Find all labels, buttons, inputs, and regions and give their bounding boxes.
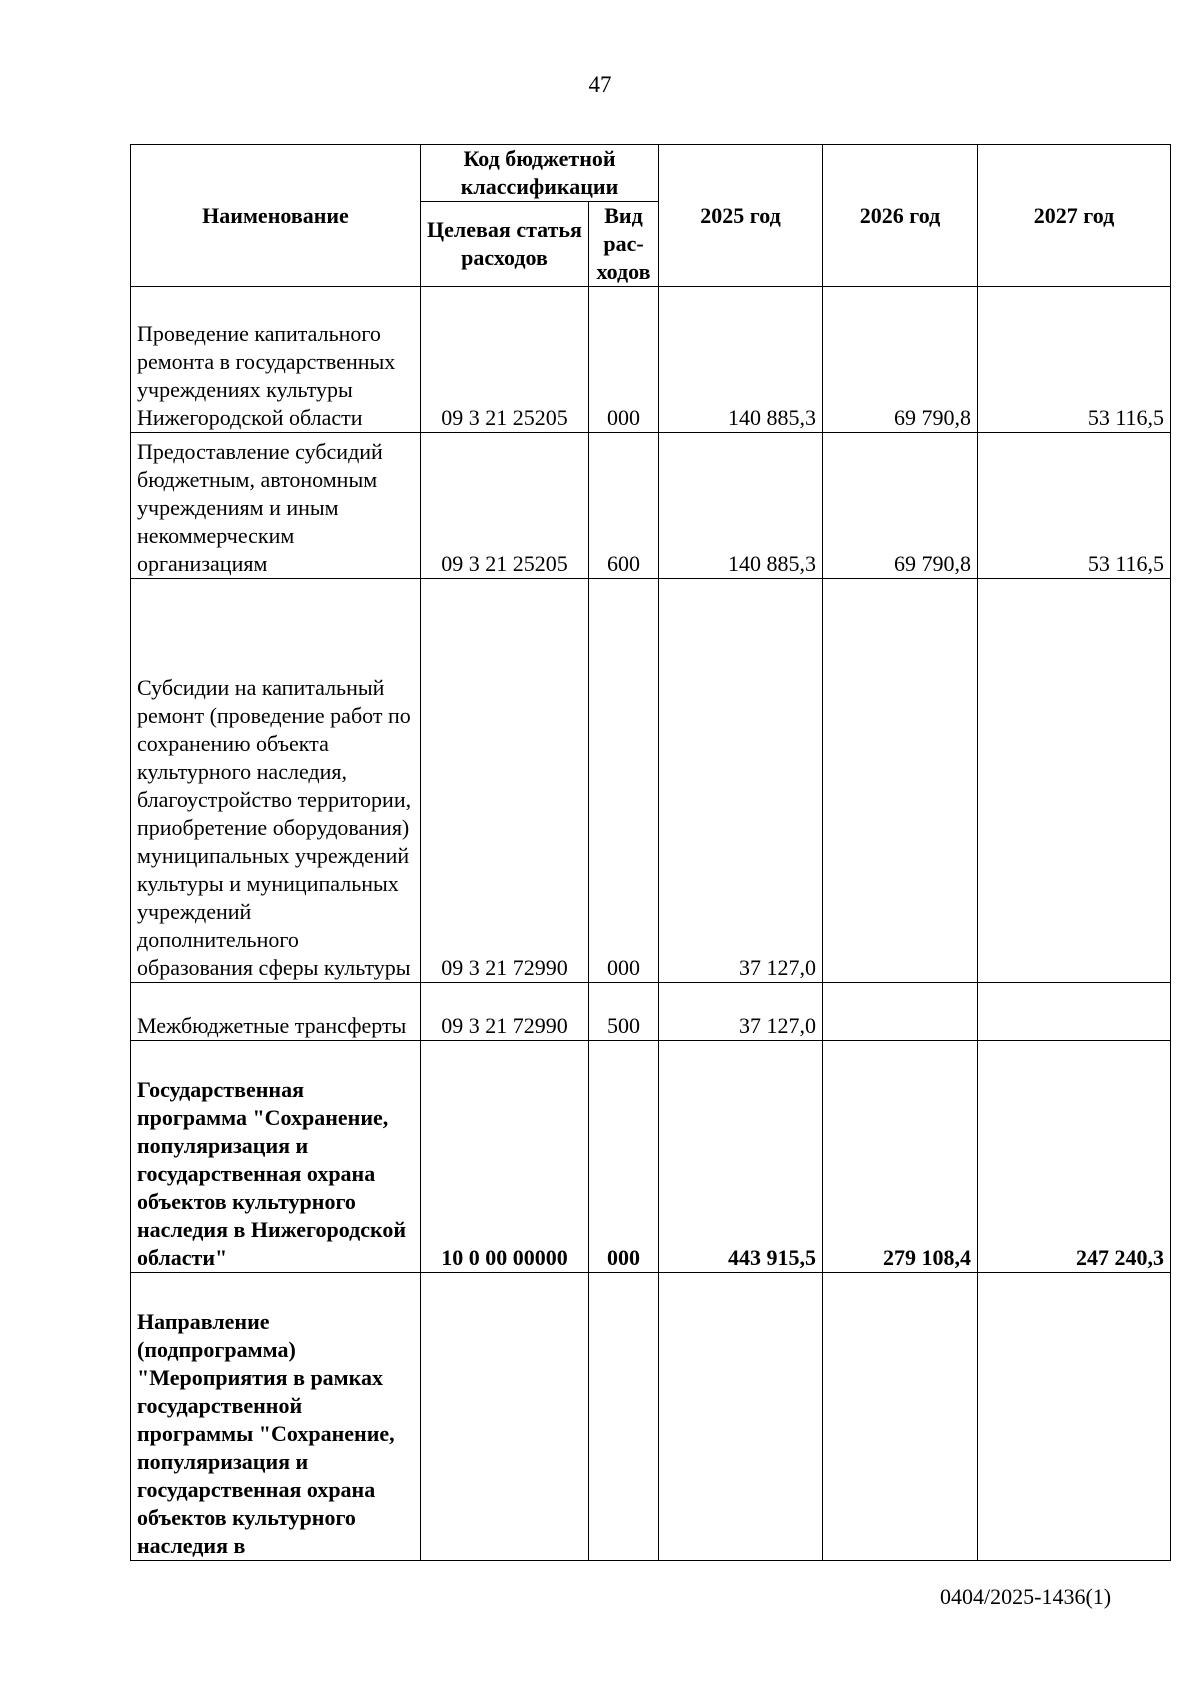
row-2027 [978, 579, 1171, 983]
row-name: Межбюджетные трансферты [131, 983, 421, 1041]
row-2025: 140 885,3 [659, 287, 823, 433]
table-row [131, 433, 1171, 579]
row-2025: 443 915,5 [659, 1041, 823, 1273]
row-2025: 37 127,0 [659, 983, 823, 1041]
row-name: Субсидии на капитальный ремонт (проведение работ по сохранению объекта культурного наследия, благоустройство территории, приобретение оборудования) муниципальных учреждений культуры и муниципальных учреждений дополнительного образования сферы культуры [131, 579, 421, 983]
row-expense-type: 000 [589, 287, 659, 433]
row-2025 [659, 1273, 823, 1561]
table-row [131, 287, 1171, 433]
page-number: 47 [588, 72, 612, 97]
row-2027 [978, 1273, 1171, 1561]
row-expense-type [589, 1273, 659, 1561]
header-target-article: Целевая статья расходов [421, 202, 589, 287]
row-2026 [823, 579, 978, 983]
row-2027 [978, 983, 1171, 1041]
row-target-article: 09 3 21 72990 [421, 983, 589, 1041]
row-2026 [823, 983, 978, 1041]
row-2026 [823, 1273, 978, 1561]
row-target-article [421, 1273, 589, 1561]
header-2027: 2027 год [978, 145, 1171, 287]
row-name: Государственная программа "Сохранение, популяризация и государственная охрана объектов культурного наследия в Нижегородской области" [131, 1041, 421, 1273]
row-target-article: 09 3 21 25205 [421, 287, 589, 433]
table-row [131, 579, 1171, 983]
row-target-article: 09 3 21 25205 [421, 433, 589, 579]
row-expense-type: 000 [589, 579, 659, 983]
table-row-subprogram [131, 1273, 1171, 1561]
row-name: Предоставление субсидий бюджетным, автономным учреждениям и иным некоммерческим организациям [131, 433, 421, 579]
row-2027: 53 116,5 [978, 287, 1171, 433]
header-2025: 2025 год [659, 145, 823, 287]
row-2025: 37 127,0 [659, 579, 823, 983]
row-target-article: 10 0 00 00000 [421, 1041, 589, 1273]
header-row [131, 145, 1171, 202]
row-name: Проведение капитального ремонта в государственных учреждениях культуры Нижегородской области [131, 287, 421, 433]
row-expense-type: 500 [589, 983, 659, 1041]
row-2026: 69 790,8 [823, 433, 978, 579]
row-2026: 69 790,8 [823, 287, 978, 433]
row-2027: 247 240,3 [978, 1041, 1171, 1273]
header-expense-type: Вид рас- ходов [589, 202, 659, 287]
header-code-group: Код бюджетной классификации [421, 145, 659, 202]
row-2027: 53 116,5 [978, 433, 1171, 579]
table-row [131, 983, 1171, 1041]
table-row-program [131, 1041, 1171, 1273]
budget-table [130, 144, 1171, 1561]
row-expense-type: 600 [589, 433, 659, 579]
row-name: Направление (подпрограмма) "Мероприятия в рамках государственной программы "Сохранение, популяризация и государственная охрана объектов культурного наследия в [131, 1273, 421, 1561]
row-2026: 279 108,4 [823, 1041, 978, 1273]
header-2026: 2026 год [823, 145, 978, 287]
header-name: Наименование [131, 145, 421, 287]
document-code: 0404/2025-1436(1) [940, 1584, 1112, 1609]
row-expense-type: 000 [589, 1041, 659, 1273]
row-target-article: 09 3 21 72990 [421, 579, 589, 983]
row-2025: 140 885,3 [659, 433, 823, 579]
